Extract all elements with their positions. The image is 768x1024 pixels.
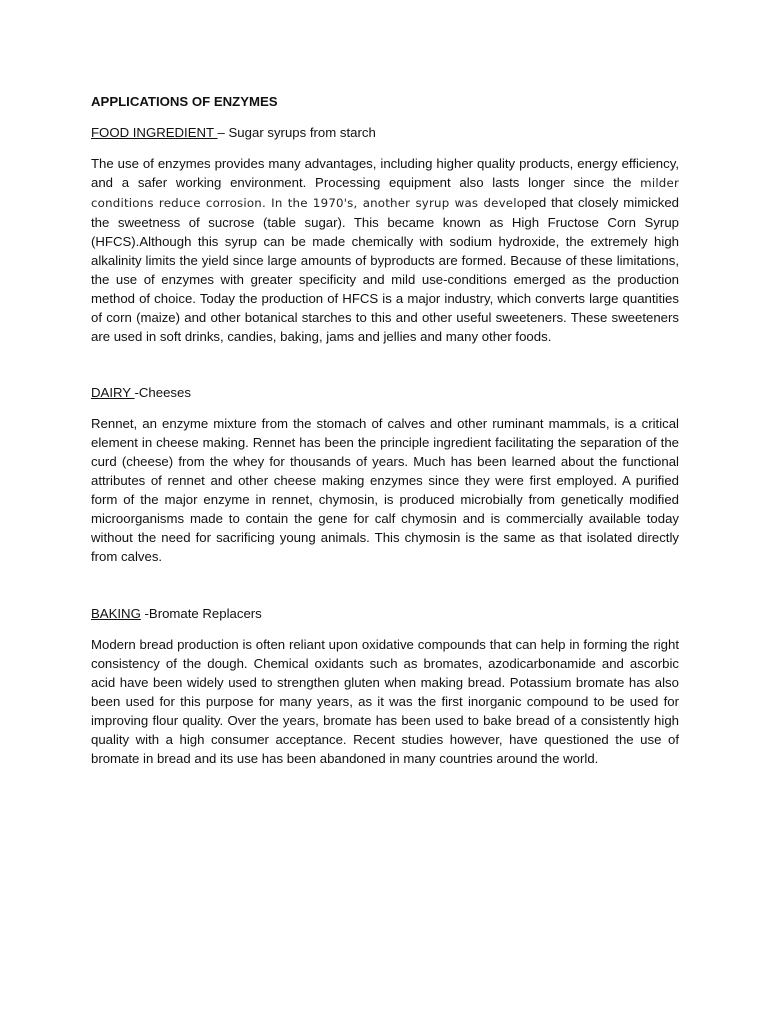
section-subheading: -Bromate Replacers [140,606,262,621]
section-body: Rennet, an enzyme mixture from the stomach of calves and other ruminant mammals, is a critical element in cheese making. Rennet has been the principle ingredient facilitating the separation of the curd (cheese) from the whey for thousands of years. Much has been learned about the functional attributes of rennet and other cheese making enzymes since they were first employed. A purified form of the major enzyme in rennet, chymosin, is produced microbially from genetically modified microorganisms made to contain the gene for calf chymosin and is commercially available today without the need for sacrificing young animals. This chymosin is the same as that isolated directly from calves. [91,416,679,564]
section-body [91,154,679,346]
section-subheading: – Sugar syrups from starch [217,125,376,140]
document-page [91,92,679,768]
section-baking [91,604,679,768]
section-heading-label: BAKING [91,606,141,621]
section-heading-label: FOOD INGREDIENT [91,125,218,140]
section-food-ingredient [91,123,679,346]
body-text: The use of enzymes provides many advantages, including higher quality products, energy efficiency, and a safer working environment. Processing equipment also lasts longer since the [91,156,679,190]
document-title: APPLICATIONS OF ENZYMES [91,94,278,109]
section-heading-label: DAIRY [91,385,135,400]
section-subheading: -Cheeses [134,385,191,400]
section-heading [91,123,679,142]
section-body: Modern bread production is often reliant upon oxidative compounds that can help in forming the right consistency of the dough. Chemical oxidants such as bromates, azodicarbonamide and ascorbic acid have been widely used to strengthen gluten when making bread. Potassium bromate has also been used for this purpose for many years, as it was the first inorganic compound to be used for improving flour quality. Over the years, bromate has been used to bake bread of a consistently high quality with a high consumer acceptance. Recent studies however, have questioned the use of bromate in bread and its use has been abandoned in many countries around the world. [91,637,679,766]
section-heading [91,383,679,402]
section-heading [91,604,679,623]
body-text: ped that closely mimicked the sweetness of sucrose (table sugar). This became known as High Fructose Corn Syrup (HFCS).Although this syrup can be made chemically with sodium hydroxide, the extremely high alkalinity limits the yield since large amounts of byproducts are formed. Because of these limitations, the use of enzymes with greater specificity and mild use-conditions emerged as the production method of choice. Today the production of HFCS is a major industry, which converts large quantities of corn (maize) and other botanical starches to this and other useful sweeteners. These sweeteners are used in soft drinks, candies, baking, jams and jellies and many other foods. [91,195,679,344]
body-text-alt-font: milder conditions reduce corrosion. In the 1970's, another syrup was develo [91,176,679,210]
section-dairy [91,383,679,566]
